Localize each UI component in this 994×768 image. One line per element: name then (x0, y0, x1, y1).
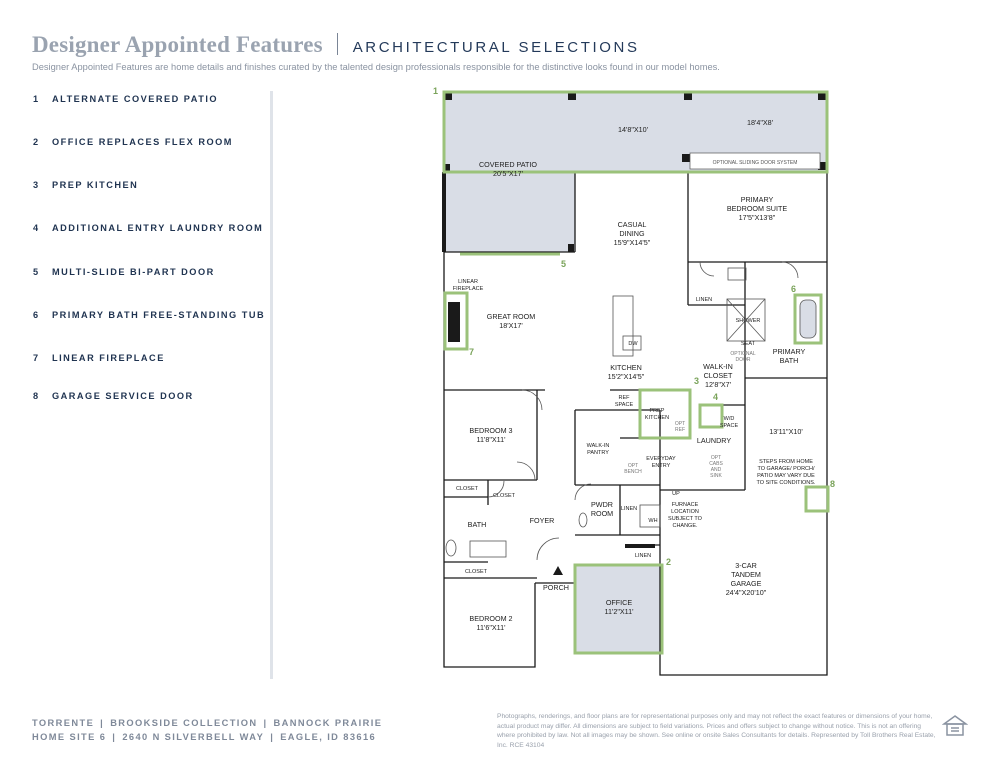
opt-bench-label: BENCH (624, 469, 642, 475)
model-name: TORRENTE (32, 718, 95, 728)
marker-3: 3 (694, 376, 700, 386)
community-name: BANNOCK PRAIRIE (273, 718, 383, 728)
feature-item (33, 137, 273, 151)
feature-label: GARAGE SERVICE DOOR (52, 391, 194, 401)
garage-small-dim: 13'11"X10' (769, 427, 803, 436)
door-swing (537, 538, 559, 560)
door-swing (517, 462, 535, 480)
separator: | (100, 718, 105, 728)
up-label: UP (672, 491, 680, 497)
floor-plan (425, 82, 845, 692)
office-dim: 11'2"X11' (604, 607, 634, 616)
everyday-entry-label: EVERYDAY (646, 456, 676, 462)
office-label: OFFICE (605, 598, 633, 607)
freestanding-tub-icon (800, 300, 816, 338)
ref-space-label: SPACE (614, 402, 634, 408)
primary-suite-label: PRIMARY (740, 195, 774, 204)
marker-7: 7 (469, 347, 475, 357)
page-subtitle: ARCHITECTURAL SELECTIONS (352, 39, 640, 56)
seat-label: SEAT (741, 341, 755, 347)
feature-label: PRIMARY BATH FREE-STANDING TUB (52, 310, 266, 320)
kitchen-label: KITCHEN (610, 363, 642, 372)
opt-cabs-label: OPT (710, 455, 722, 461)
footer-line-1 (32, 716, 382, 730)
prep-kitchen-label: PREP (649, 408, 665, 414)
city-state: EAGLE, ID 83616 (280, 732, 377, 742)
opt-ref-label: OPT (674, 421, 686, 427)
steps-note: TO SITE CONDITIONS. (756, 480, 816, 486)
fireplace-label: FIREPLACE (452, 286, 484, 292)
highlight-laundry-entry (700, 405, 722, 427)
shower-label: SHOWER (735, 318, 761, 324)
feature-number: 5 (33, 267, 40, 277)
door-swing (782, 262, 798, 278)
primary-toilet (728, 268, 746, 280)
patio-extension2-dim: 18'4"X8' (746, 118, 774, 127)
bedroom3-dim: 11'8"X11' (476, 435, 506, 444)
covered-patio-fill (444, 172, 575, 252)
street-address: 2640 N SILVERBELL WAY (122, 732, 265, 742)
primary-bath-label: BATH (779, 356, 799, 365)
feature-item (33, 310, 273, 324)
feature-label: ADDITIONAL ENTRY LAUNDRY ROOM (52, 223, 264, 233)
separator: | (112, 732, 117, 742)
page-header (32, 32, 640, 58)
feature-label: LINEAR FIREPLACE (52, 353, 165, 363)
garage-label: 3-CAR (735, 561, 757, 570)
feature-number: 8 (33, 391, 40, 401)
door-swing (700, 262, 714, 276)
door-swing (522, 390, 542, 410)
separator: | (263, 718, 268, 728)
collection-name: BROOKSIDE COLLECTION (110, 718, 258, 728)
great-room-dim: 18'X17' (499, 321, 523, 330)
opt-cabs-label: CABS (709, 461, 723, 467)
door-swing (575, 484, 591, 500)
steps-note: STEPS FROM HOME (759, 459, 813, 465)
toilet (446, 540, 456, 556)
covered-patio-label: COVERED PATIO (478, 160, 538, 169)
bedroom2-label: BEDROOM 2 (469, 614, 513, 623)
legal-disclaimer: Photographs, renderings, and floor plans are for representational purposes only and may not reflect the exact features or dimensions of your home, actual product may differ. All dimensions are subject to field variations. Prices and offers subject to change without notice. This is not an offering where prohibited by law. Not all images may be shown. See online or onsite Sales Consultants for details. Represented by Toll Brothers Real Estate, Inc. RCE 43104 (497, 713, 936, 749)
walkin-closet-dim: 12'8"X7' (704, 380, 732, 389)
foyer-label: FOYER (529, 516, 555, 525)
sliding-door-label: OPTIONAL SLIDING DOOR SYSTEM (712, 160, 798, 166)
marker-8: 8 (830, 479, 836, 489)
page-description: Designer Appointed Features are home details and finishes curated by the talented design professionals responsible for the distinctive looks found in our model homes. (32, 62, 720, 72)
footer-line-2 (32, 730, 382, 744)
feature-item (33, 353, 273, 367)
ref-space-label: REF (618, 395, 630, 401)
opt-bench-label: OPT (627, 463, 639, 469)
highlight-service-door (806, 487, 828, 511)
marker-5: 5 (561, 259, 567, 269)
feature-label: MULTI-SLIDE BI-PART DOOR (52, 267, 215, 277)
powder-room-label: PWDR (591, 500, 613, 509)
marker-6: 6 (791, 284, 797, 294)
opt-cabs-label: SINK (710, 473, 722, 479)
community-info (32, 716, 382, 744)
primary-suite-label: BEDROOM SUITE (726, 204, 788, 213)
closet-label: CLOSET (455, 486, 479, 492)
linen-label: LINEN (634, 553, 652, 559)
optional-door-label: OPTIONAL (730, 351, 756, 357)
wd-space-label: W/D (723, 416, 735, 422)
furnace-note: LOCATION (671, 509, 699, 515)
primary-suite-dim: 17'5"X13'8" (738, 213, 776, 222)
bedroom2-dim: 11'6"X11' (476, 623, 506, 632)
opt-ref-label: REF (675, 427, 685, 433)
feature-item (33, 180, 273, 194)
wd-space-label: SPACE (719, 423, 739, 429)
marker-1: 1 (433, 86, 439, 96)
feature-number: 4 (33, 223, 40, 233)
fireplace-label: LINEAR (458, 279, 478, 285)
closet-label: CLOSET (464, 569, 488, 575)
linen-label: LINEN (695, 297, 713, 303)
marker-2: 2 (666, 557, 672, 567)
feature-item (33, 223, 273, 237)
patio-extension-dim: 14'8"X10' (617, 125, 649, 134)
feature-number: 6 (33, 310, 40, 320)
great-room-label: GREAT ROOM (486, 312, 536, 321)
feature-number: 3 (33, 180, 40, 190)
steps-note: TO GARAGE/ PORCH/ (757, 466, 815, 472)
vertical-divider (270, 91, 273, 679)
walkin-closet-label: CLOSET (703, 371, 733, 380)
marker-4: 4 (713, 392, 719, 402)
primary-bath-label: PRIMARY (772, 347, 806, 356)
home-site: HOME SITE 6 (32, 732, 107, 742)
feature-number: 1 (33, 94, 40, 104)
feature-label: PREP KITCHEN (52, 180, 139, 190)
garage-label: TANDEM (731, 570, 761, 579)
entry-arrow-icon (553, 566, 563, 575)
feature-number: 2 (33, 137, 40, 147)
walkin-closet-label: WALK-IN (703, 362, 733, 371)
garage-dim: 24'4"X20'10" (725, 588, 767, 597)
laundry-label: LAUNDRY (696, 436, 732, 445)
kitchen-dim: 15'2"X14'5" (607, 372, 645, 381)
feature-label: ALTERNATE COVERED PATIO (52, 94, 219, 104)
powder-toilet (579, 513, 587, 527)
casual-dining-label: CASUAL (617, 220, 647, 229)
dishwasher-label: DW (628, 341, 638, 347)
feature-label: OFFICE REPLACES FLEX ROOM (52, 137, 233, 147)
feature-item (33, 391, 273, 405)
feature-item (33, 94, 273, 108)
furnace-note: SUBJECT TO (668, 516, 702, 522)
furnace-note: FURNACE (671, 502, 699, 508)
garage-label: GARAGE (730, 579, 762, 588)
linen-label: LINEN (620, 506, 638, 512)
water-heater-label: WH (648, 518, 658, 524)
furnace-note: CHANGE. (672, 523, 698, 529)
bedroom3-label: BEDROOM 3 (469, 426, 513, 435)
covered-patio-dim: 20'5"X17' (492, 169, 524, 178)
equal-housing-icon (942, 714, 968, 740)
casual-dining-label: DINING (619, 229, 645, 238)
title-divider (337, 33, 338, 55)
porch-label: PORCH (543, 583, 569, 592)
optional-door-label: DOOR (735, 357, 751, 363)
opt-cabs-label: AND (710, 467, 722, 473)
casual-dining-dim: 15'9"X14'5" (613, 238, 651, 247)
walkin-pantry-label: WALK-IN (586, 443, 610, 449)
closet-label: CLOSET (492, 493, 516, 499)
bath-label: BATH (467, 520, 487, 529)
steps-note: PATIO MAY VARY DUE (757, 473, 815, 479)
bathtub (470, 541, 506, 557)
fireplace-icon (448, 302, 460, 342)
walkin-pantry-label: PANTRY (587, 450, 609, 456)
everyday-entry-label: ENTRY (651, 463, 671, 469)
feature-number: 7 (33, 353, 40, 363)
powder-room-label: ROOM (590, 509, 614, 518)
page-title: Designer Appointed Features (32, 32, 323, 57)
feature-item (33, 267, 273, 281)
separator: | (270, 732, 275, 742)
prep-kitchen-label: KITCHEN (644, 415, 670, 421)
